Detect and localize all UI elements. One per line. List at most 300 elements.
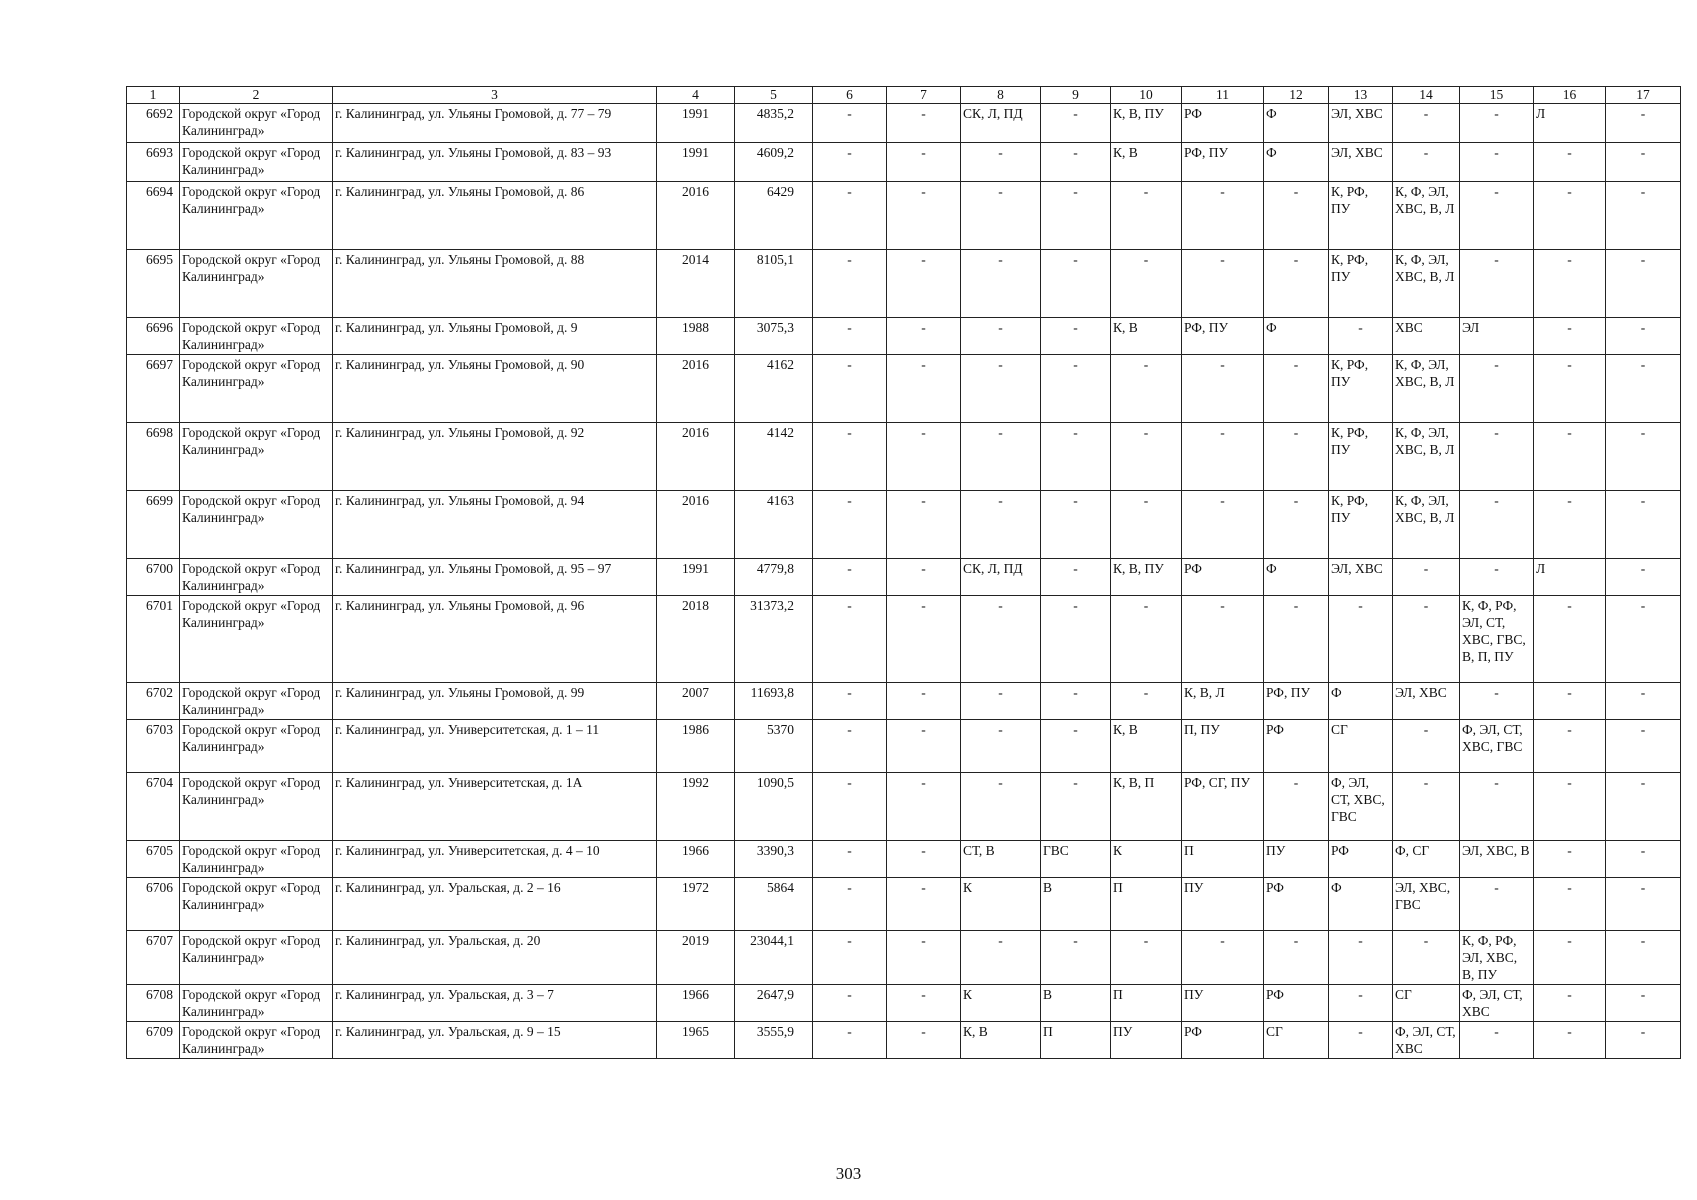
cell-area: 4163 xyxy=(735,491,813,559)
cell-num: 6696 xyxy=(127,318,180,355)
cell-addr: г. Калининград, ул. Ульяны Громовой, д. 86 xyxy=(333,182,657,250)
cell-c7: - xyxy=(887,250,961,318)
cell-year: 1992 xyxy=(657,773,735,841)
cell-c17: - xyxy=(1606,931,1681,985)
cell-addr: г. Калининград, ул. Университетская, д. 1А xyxy=(333,773,657,841)
cell-c12: Ф xyxy=(1264,318,1329,355)
cell-c17: - xyxy=(1606,318,1681,355)
table-row xyxy=(127,182,1681,250)
cell-c9: - xyxy=(1041,491,1111,559)
cell-area: 2647,9 xyxy=(735,985,813,1022)
cell-c7: - xyxy=(887,559,961,596)
cell-c8: - xyxy=(961,720,1041,773)
column-header-16: 16 xyxy=(1534,87,1606,104)
cell-c14: Ф, СГ xyxy=(1393,841,1460,878)
cell-c7: - xyxy=(887,841,961,878)
cell-c10: К, В xyxy=(1111,720,1182,773)
cell-c15: - xyxy=(1460,104,1534,143)
cell-c16: Л xyxy=(1534,104,1606,143)
cell-c6: - xyxy=(813,491,887,559)
cell-num: 6706 xyxy=(127,878,180,931)
cell-c8: - xyxy=(961,182,1041,250)
cell-c14: ЭЛ, ХВС xyxy=(1393,683,1460,720)
cell-year: 2019 xyxy=(657,931,735,985)
cell-c14: К, Ф, ЭЛ, ХВС, В, Л xyxy=(1393,250,1460,318)
cell-addr: г. Калининград, ул. Ульяны Громовой, д. 96 xyxy=(333,596,657,683)
cell-c15: К, Ф, РФ, ЭЛ, ХВС, В, ПУ xyxy=(1460,931,1534,985)
cell-c16: - xyxy=(1534,491,1606,559)
cell-addr: г. Калининград, ул. Уральская, д. 9 – 15 xyxy=(333,1022,657,1059)
cell-c12: РФ xyxy=(1264,985,1329,1022)
cell-addr: г. Калининград, ул. Уральская, д. 20 xyxy=(333,931,657,985)
cell-c6: - xyxy=(813,683,887,720)
cell-c14: - xyxy=(1393,773,1460,841)
cell-c16: - xyxy=(1534,841,1606,878)
cell-num: 6707 xyxy=(127,931,180,985)
table-row xyxy=(127,683,1681,720)
cell-c11: РФ xyxy=(1182,104,1264,143)
cell-c6: - xyxy=(813,773,887,841)
cell-area: 4835,2 xyxy=(735,104,813,143)
cell-c7: - xyxy=(887,683,961,720)
cell-c15: - xyxy=(1460,250,1534,318)
cell-c13: К, РФ, ПУ xyxy=(1329,491,1393,559)
cell-c10: К, В xyxy=(1111,143,1182,182)
cell-c6: - xyxy=(813,355,887,423)
cell-c17: - xyxy=(1606,683,1681,720)
cell-c6: - xyxy=(813,596,887,683)
cell-c7: - xyxy=(887,182,961,250)
cell-area: 5370 xyxy=(735,720,813,773)
cell-year: 2016 xyxy=(657,355,735,423)
cell-num: 6694 xyxy=(127,182,180,250)
table-row xyxy=(127,104,1681,143)
cell-c6: - xyxy=(813,931,887,985)
cell-c14: К, Ф, ЭЛ, ХВС, В, Л xyxy=(1393,491,1460,559)
cell-mun: Городской округ «Город Калининград» xyxy=(180,143,333,182)
cell-area: 3390,3 xyxy=(735,841,813,878)
cell-c9: - xyxy=(1041,250,1111,318)
page-number: 303 xyxy=(835,1164,862,1183)
cell-addr: г. Калининград, ул. Уральская, д. 3 – 7 xyxy=(333,985,657,1022)
cell-c13: К, РФ, ПУ xyxy=(1329,182,1393,250)
cell-c15: К, Ф, РФ, ЭЛ, СТ, ХВС, ГВС, В, П, ПУ xyxy=(1460,596,1534,683)
cell-mun: Городской округ «Город Калининград» xyxy=(180,878,333,931)
cell-mun: Городской округ «Город Калининград» xyxy=(180,985,333,1022)
cell-c11: ПУ xyxy=(1182,878,1264,931)
cell-year: 1972 xyxy=(657,878,735,931)
cell-c17: - xyxy=(1606,559,1681,596)
cell-c6: - xyxy=(813,182,887,250)
cell-c13: К, РФ, ПУ xyxy=(1329,423,1393,491)
cell-c11: РФ, ПУ xyxy=(1182,143,1264,182)
cell-c13: Ф xyxy=(1329,878,1393,931)
cell-c11: - xyxy=(1182,931,1264,985)
cell-c11: РФ xyxy=(1182,559,1264,596)
cell-c17: - xyxy=(1606,250,1681,318)
cell-c17: - xyxy=(1606,491,1681,559)
cell-mun: Городской округ «Город Калининград» xyxy=(180,104,333,143)
cell-c10: - xyxy=(1111,491,1182,559)
table-row xyxy=(127,491,1681,559)
cell-c15: - xyxy=(1460,878,1534,931)
cell-c14: - xyxy=(1393,720,1460,773)
column-header-13: 13 xyxy=(1329,87,1393,104)
cell-c10: П xyxy=(1111,878,1182,931)
cell-area: 3555,9 xyxy=(735,1022,813,1059)
register-table xyxy=(126,86,1681,1059)
cell-c13: Ф, ЭЛ, СТ, ХВС, ГВС xyxy=(1329,773,1393,841)
cell-c16: - xyxy=(1534,250,1606,318)
cell-c15: - xyxy=(1460,355,1534,423)
cell-addr: г. Калининград, ул. Университетская, д. 1 – 11 xyxy=(333,720,657,773)
cell-year: 2007 xyxy=(657,683,735,720)
column-header-2: 2 xyxy=(180,87,333,104)
column-header-1: 1 xyxy=(127,87,180,104)
cell-num: 6693 xyxy=(127,143,180,182)
cell-c6: - xyxy=(813,143,887,182)
cell-c10: - xyxy=(1111,250,1182,318)
cell-c13: СГ xyxy=(1329,720,1393,773)
cell-c11: РФ xyxy=(1182,1022,1264,1059)
cell-c15: - xyxy=(1460,683,1534,720)
cell-c12: - xyxy=(1264,596,1329,683)
cell-year: 1991 xyxy=(657,104,735,143)
cell-c16: - xyxy=(1534,878,1606,931)
cell-c14: ХВС xyxy=(1393,318,1460,355)
cell-c12: Ф xyxy=(1264,104,1329,143)
cell-c6: - xyxy=(813,423,887,491)
cell-c8: - xyxy=(961,683,1041,720)
cell-c16: Л xyxy=(1534,559,1606,596)
cell-c8: - xyxy=(961,318,1041,355)
cell-c7: - xyxy=(887,773,961,841)
cell-c16: - xyxy=(1534,318,1606,355)
cell-c9: - xyxy=(1041,355,1111,423)
cell-c17: - xyxy=(1606,423,1681,491)
cell-c10: - xyxy=(1111,182,1182,250)
cell-c16: - xyxy=(1534,985,1606,1022)
cell-mun: Городской округ «Город Калининград» xyxy=(180,318,333,355)
cell-num: 6709 xyxy=(127,1022,180,1059)
cell-num: 6705 xyxy=(127,841,180,878)
cell-c16: - xyxy=(1534,143,1606,182)
cell-c12: - xyxy=(1264,182,1329,250)
cell-c10: - xyxy=(1111,423,1182,491)
table-body xyxy=(127,104,1681,1059)
cell-c15: - xyxy=(1460,423,1534,491)
cell-mun: Городской округ «Город Калининград» xyxy=(180,250,333,318)
cell-c9: ГВС xyxy=(1041,841,1111,878)
table-row xyxy=(127,931,1681,985)
cell-year: 2016 xyxy=(657,491,735,559)
cell-c16: - xyxy=(1534,931,1606,985)
cell-area: 8105,1 xyxy=(735,250,813,318)
cell-mun: Городской округ «Город Калининград» xyxy=(180,596,333,683)
cell-c11: П, ПУ xyxy=(1182,720,1264,773)
cell-num: 6701 xyxy=(127,596,180,683)
cell-c15: ЭЛ xyxy=(1460,318,1534,355)
cell-area: 4142 xyxy=(735,423,813,491)
cell-c9: - xyxy=(1041,720,1111,773)
cell-c7: - xyxy=(887,596,961,683)
cell-year: 1966 xyxy=(657,985,735,1022)
cell-c8: - xyxy=(961,596,1041,683)
cell-c13: - xyxy=(1329,1022,1393,1059)
cell-mun: Городской округ «Город Калининград» xyxy=(180,720,333,773)
cell-c14: - xyxy=(1393,143,1460,182)
cell-year: 2014 xyxy=(657,250,735,318)
cell-addr: г. Калининград, ул. Ульяны Громовой, д. 88 xyxy=(333,250,657,318)
table-row xyxy=(127,720,1681,773)
cell-num: 6708 xyxy=(127,985,180,1022)
cell-area: 4609,2 xyxy=(735,143,813,182)
cell-c9: - xyxy=(1041,596,1111,683)
cell-c11: - xyxy=(1182,355,1264,423)
cell-year: 1965 xyxy=(657,1022,735,1059)
cell-c8: К xyxy=(961,878,1041,931)
cell-c11: ПУ xyxy=(1182,985,1264,1022)
table-row xyxy=(127,250,1681,318)
cell-mun: Городской округ «Город Калининград» xyxy=(180,355,333,423)
cell-c16: - xyxy=(1534,773,1606,841)
cell-c12: - xyxy=(1264,355,1329,423)
cell-c11: - xyxy=(1182,250,1264,318)
cell-c9: П xyxy=(1041,1022,1111,1059)
cell-addr: г. Калининград, ул. Ульяны Громовой, д. 83 – 93 xyxy=(333,143,657,182)
cell-area: 31373,2 xyxy=(735,596,813,683)
cell-c6: - xyxy=(813,318,887,355)
cell-c14: - xyxy=(1393,104,1460,143)
cell-c10: - xyxy=(1111,683,1182,720)
cell-addr: г. Калининград, ул. Ульяны Громовой, д. 90 xyxy=(333,355,657,423)
cell-c11: - xyxy=(1182,182,1264,250)
table-row xyxy=(127,841,1681,878)
cell-c14: - xyxy=(1393,931,1460,985)
cell-year: 1988 xyxy=(657,318,735,355)
cell-c7: - xyxy=(887,931,961,985)
cell-c11: - xyxy=(1182,491,1264,559)
cell-c11: П xyxy=(1182,841,1264,878)
cell-c14: - xyxy=(1393,559,1460,596)
cell-mun: Городской округ «Город Калининград» xyxy=(180,841,333,878)
cell-area: 6429 xyxy=(735,182,813,250)
cell-c8: - xyxy=(961,491,1041,559)
cell-c10: К, В, П xyxy=(1111,773,1182,841)
cell-c16: - xyxy=(1534,683,1606,720)
cell-c13: - xyxy=(1329,931,1393,985)
cell-c12: РФ xyxy=(1264,878,1329,931)
table-row xyxy=(127,559,1681,596)
cell-c10: К, В, ПУ xyxy=(1111,559,1182,596)
table-row xyxy=(127,355,1681,423)
cell-c6: - xyxy=(813,878,887,931)
cell-addr: г. Калининград, ул. Ульяны Громовой, д. 9 xyxy=(333,318,657,355)
column-header-15: 15 xyxy=(1460,87,1534,104)
cell-c10: ПУ xyxy=(1111,1022,1182,1059)
cell-c7: - xyxy=(887,491,961,559)
cell-year: 2016 xyxy=(657,423,735,491)
cell-mun: Городской округ «Город Калининград» xyxy=(180,773,333,841)
cell-year: 1991 xyxy=(657,559,735,596)
cell-c10: - xyxy=(1111,596,1182,683)
cell-c13: ЭЛ, ХВС xyxy=(1329,559,1393,596)
cell-c6: - xyxy=(813,559,887,596)
cell-area: 1090,5 xyxy=(735,773,813,841)
cell-c14: ЭЛ, ХВС, ГВС xyxy=(1393,878,1460,931)
cell-c16: - xyxy=(1534,596,1606,683)
cell-c11: - xyxy=(1182,596,1264,683)
cell-c9: - xyxy=(1041,773,1111,841)
cell-c15: - xyxy=(1460,143,1534,182)
cell-num: 6704 xyxy=(127,773,180,841)
cell-c15: - xyxy=(1460,559,1534,596)
cell-c12: ПУ xyxy=(1264,841,1329,878)
cell-c7: - xyxy=(887,143,961,182)
cell-addr: г. Калининград, ул. Ульяны Громовой, д. 99 xyxy=(333,683,657,720)
cell-c8: - xyxy=(961,931,1041,985)
cell-mun: Городской округ «Город Калининград» xyxy=(180,182,333,250)
cell-c16: - xyxy=(1534,1022,1606,1059)
cell-c11: РФ, ПУ xyxy=(1182,318,1264,355)
cell-c7: - xyxy=(887,318,961,355)
column-header-7: 7 xyxy=(887,87,961,104)
cell-c8: СК, Л, ПД xyxy=(961,104,1041,143)
cell-c16: - xyxy=(1534,720,1606,773)
cell-area: 4779,8 xyxy=(735,559,813,596)
cell-c7: - xyxy=(887,1022,961,1059)
cell-year: 1966 xyxy=(657,841,735,878)
cell-c6: - xyxy=(813,1022,887,1059)
cell-addr: г. Калининград, ул. Ульяны Громовой, д. 94 xyxy=(333,491,657,559)
cell-c9: - xyxy=(1041,683,1111,720)
table-row xyxy=(127,773,1681,841)
cell-c14: Ф, ЭЛ, СТ, ХВС xyxy=(1393,1022,1460,1059)
cell-c17: - xyxy=(1606,143,1681,182)
cell-c15: - xyxy=(1460,491,1534,559)
cell-c6: - xyxy=(813,104,887,143)
table-row xyxy=(127,1022,1681,1059)
cell-c8: - xyxy=(961,143,1041,182)
cell-c14: К, Ф, ЭЛ, ХВС, В, Л xyxy=(1393,355,1460,423)
table-row xyxy=(127,985,1681,1022)
column-header-9: 9 xyxy=(1041,87,1111,104)
cell-c9: - xyxy=(1041,423,1111,491)
cell-c12: - xyxy=(1264,773,1329,841)
cell-c9: - xyxy=(1041,559,1111,596)
column-header-4: 4 xyxy=(657,87,735,104)
cell-c8: - xyxy=(961,423,1041,491)
cell-c13: - xyxy=(1329,318,1393,355)
cell-mun: Городской округ «Город Калининград» xyxy=(180,931,333,985)
cell-c9: - xyxy=(1041,104,1111,143)
cell-c12: - xyxy=(1264,423,1329,491)
cell-c17: - xyxy=(1606,1022,1681,1059)
cell-c16: - xyxy=(1534,355,1606,423)
cell-c10: К, В xyxy=(1111,318,1182,355)
cell-mun: Городской округ «Город Калининград» xyxy=(180,559,333,596)
cell-area: 4162 xyxy=(735,355,813,423)
cell-c17: - xyxy=(1606,773,1681,841)
cell-year: 2018 xyxy=(657,596,735,683)
cell-c15: Ф, ЭЛ, СТ, ХВС, ГВС xyxy=(1460,720,1534,773)
cell-area: 11693,8 xyxy=(735,683,813,720)
cell-num: 6699 xyxy=(127,491,180,559)
cell-c8: СК, Л, ПД xyxy=(961,559,1041,596)
cell-num: 6697 xyxy=(127,355,180,423)
cell-c17: - xyxy=(1606,596,1681,683)
cell-mun: Городской округ «Город Калининград» xyxy=(180,1022,333,1059)
cell-c8: СТ, В xyxy=(961,841,1041,878)
cell-num: 6700 xyxy=(127,559,180,596)
cell-c13: К, РФ, ПУ xyxy=(1329,250,1393,318)
column-header-12: 12 xyxy=(1264,87,1329,104)
cell-c7: - xyxy=(887,104,961,143)
cell-c10: - xyxy=(1111,931,1182,985)
cell-c17: - xyxy=(1606,878,1681,931)
cell-c10: К, В, ПУ xyxy=(1111,104,1182,143)
column-header-14: 14 xyxy=(1393,87,1460,104)
cell-c12: РФ xyxy=(1264,720,1329,773)
table-row xyxy=(127,423,1681,491)
cell-year: 1986 xyxy=(657,720,735,773)
cell-c13: К, РФ, ПУ xyxy=(1329,355,1393,423)
cell-c14: К, Ф, ЭЛ, ХВС, В, Л xyxy=(1393,182,1460,250)
table-row xyxy=(127,318,1681,355)
cell-addr: г. Калининград, ул. Университетская, д. 4 – 10 xyxy=(333,841,657,878)
cell-c12: СГ xyxy=(1264,1022,1329,1059)
cell-c16: - xyxy=(1534,423,1606,491)
cell-c17: - xyxy=(1606,355,1681,423)
cell-c7: - xyxy=(887,355,961,423)
cell-num: 6695 xyxy=(127,250,180,318)
cell-c13: - xyxy=(1329,985,1393,1022)
cell-addr: г. Калининград, ул. Ульяны Громовой, д. 92 xyxy=(333,423,657,491)
cell-c9: В xyxy=(1041,878,1111,931)
cell-c6: - xyxy=(813,985,887,1022)
cell-c15: Ф, ЭЛ, СТ, ХВС xyxy=(1460,985,1534,1022)
cell-c17: - xyxy=(1606,182,1681,250)
table-row xyxy=(127,878,1681,931)
column-header-5: 5 xyxy=(735,87,813,104)
cell-c8: - xyxy=(961,355,1041,423)
cell-c12: - xyxy=(1264,931,1329,985)
cell-c13: ЭЛ, ХВС xyxy=(1329,104,1393,143)
cell-c7: - xyxy=(887,423,961,491)
cell-c17: - xyxy=(1606,985,1681,1022)
cell-mun: Городской округ «Город Калининград» xyxy=(180,491,333,559)
cell-c14: СГ xyxy=(1393,985,1460,1022)
cell-c6: - xyxy=(813,250,887,318)
cell-c12: Ф xyxy=(1264,559,1329,596)
cell-addr: г. Калининград, ул. Уральская, д. 2 – 16 xyxy=(333,878,657,931)
column-number-row xyxy=(127,87,1681,104)
cell-c15: - xyxy=(1460,182,1534,250)
cell-c12: - xyxy=(1264,250,1329,318)
cell-c11: - xyxy=(1182,423,1264,491)
cell-c7: - xyxy=(887,720,961,773)
cell-area: 23044,1 xyxy=(735,931,813,985)
cell-c15: ЭЛ, ХВС, В xyxy=(1460,841,1534,878)
cell-c9: - xyxy=(1041,318,1111,355)
cell-c8: К xyxy=(961,985,1041,1022)
cell-year: 1991 xyxy=(657,143,735,182)
cell-c9: - xyxy=(1041,931,1111,985)
column-header-11: 11 xyxy=(1182,87,1264,104)
cell-c14: - xyxy=(1393,596,1460,683)
column-header-6: 6 xyxy=(813,87,887,104)
cell-c17: - xyxy=(1606,720,1681,773)
